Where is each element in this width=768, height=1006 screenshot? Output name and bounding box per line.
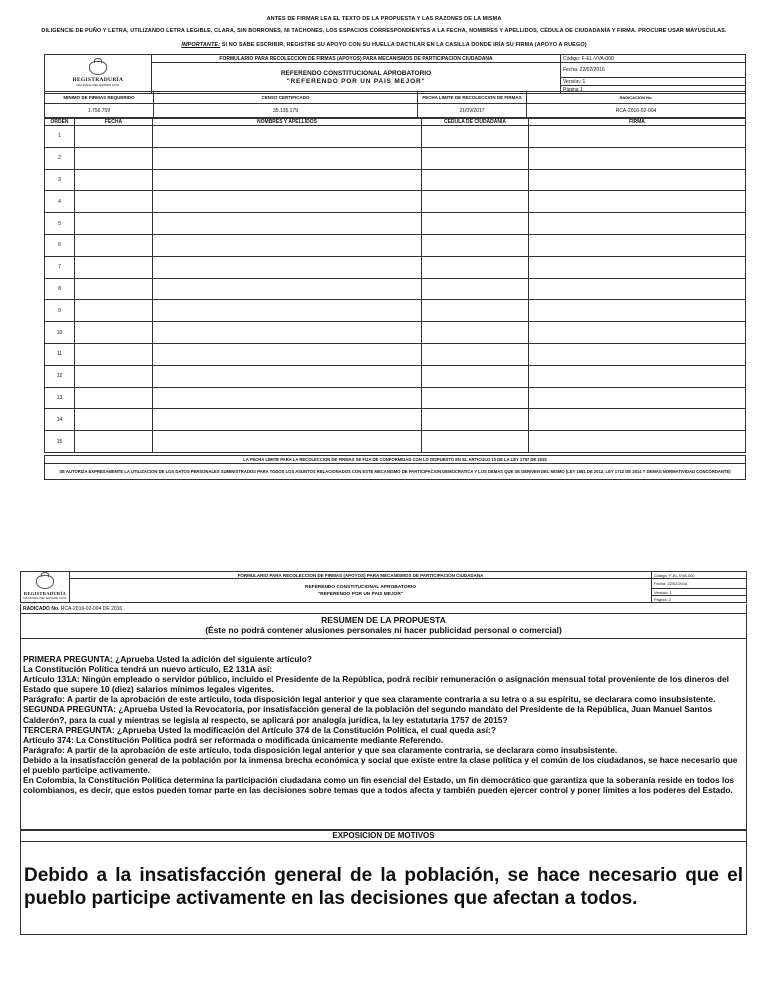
radicado-row: [20, 604, 747, 614]
resumen-paragraph: PRIMERA PREGUNTA: ¿Aprueba Usted la adición del siguiente artículo?: [23, 654, 312, 664]
exposicion-section: [20, 830, 747, 935]
cell-firma[interactable]: [529, 191, 746, 213]
cell-cedula[interactable]: [422, 169, 529, 191]
cell-nombres[interactable]: [153, 169, 422, 191]
important-text: SI NO SABE ESCRIBIR, REGISTRE SU APOYO CON SU HUELLA DACTILAR EN LA CASILLA DONDE IRÍA SU FIRMA (APOYO A RUEGO): [221, 42, 587, 48]
form-pagina: Página 1: [561, 86, 746, 94]
cell-cedula[interactable]: [422, 409, 529, 431]
coat-of-arms-icon: [89, 61, 107, 75]
cell-cedula[interactable]: [422, 278, 529, 300]
form2-referendo-subtitle: "REFERENDO POR UN PAIS MEJOR": [317, 591, 404, 597]
col-header-firma: FIRMA: [529, 119, 746, 126]
form-header-page-2: [20, 571, 747, 603]
logo-sub: NACIONAL DEL ESTADO CIVIL: [76, 83, 120, 87]
resumen-paragraph: Artículo 374: La Constitución Política podrá ser reformada o modificada únicamente mediante Referendo.: [23, 734, 444, 745]
cell-fecha[interactable]: [75, 234, 153, 256]
cell-nombres[interactable]: [153, 365, 422, 387]
cell-nombres[interactable]: [153, 431, 422, 453]
cell-fecha[interactable]: [75, 387, 153, 409]
resumen-paragraph: SEGUNDA PREGUNTA: ¿Aprueba Usted la Revocatoria, por insatisfacción general de la población del segundo mandato del Presidente de la República, Juan Manuel Santos Calderón?, para la cual y mientras se legisla al respecto, se aplicará por analogía jurídica, la ley estatutaria 1757 de 2015?: [23, 704, 713, 725]
signature-row: [45, 191, 746, 213]
form2-codigo: Código: F-EL-VVA-000: [652, 572, 747, 579]
cell-cedula[interactable]: [422, 343, 529, 365]
cell-firma[interactable]: [529, 126, 746, 148]
cell-firma[interactable]: [529, 147, 746, 169]
resumen-paragraph: TERCERA PREGUNTA: ¿Aprueba Usted la modificación del Artículo 374 de la Constitución Política, el cual queda así:?: [23, 724, 496, 735]
cell-nombres[interactable]: [153, 322, 422, 344]
cell-fecha[interactable]: [75, 278, 153, 300]
cell-cedula[interactable]: [422, 256, 529, 278]
resumen-paragraph: Parágrafo: A partir de la aprobación de este artículo, toda disposición legal anterior y que sea claramente contraria a su letra o a su espíritu, se declarara como insubsistente.: [23, 694, 716, 705]
cell-nombres[interactable]: [153, 234, 422, 256]
exposicion-text: Debido a la insatisfacción general de la población, se hace necesario que el pueblo participe activamente en las decisiones que afectan a todos.: [24, 865, 743, 909]
cell-cedula[interactable]: [422, 365, 529, 387]
cell-fecha[interactable]: [75, 126, 153, 148]
resumen-title: RESUMEN DE LA PROPUESTA: [321, 615, 446, 625]
cell-orden: 14: [45, 409, 75, 431]
cell-fecha[interactable]: [75, 365, 153, 387]
form-codigo: Código: F-EL-VVA-000: [561, 55, 746, 63]
form-header-title: FORMULARIO PARA RECOLECCION DE FIRMAS (APOYOS) PARA MECANISMOS DE PARTICIPACION CIUDADANA: [152, 55, 561, 63]
cell-orden: 10: [45, 322, 75, 344]
cell-orden: 13: [45, 387, 75, 409]
form2-referendo-title: REFERENDO CONSTITUCIONAL APROBATORIO: [305, 584, 416, 590]
signature-row: [45, 147, 746, 169]
resumen-paragraph: Artículo 131A: Ningún empleado o servidor público, incluido el Presidente de la República, podrá recibir remuneración o asignación mensual total proveniente de los dineros del Estado que supere 10 (diez) salarios mínimos legales vigentes.: [23, 674, 729, 695]
cell-firma[interactable]: [529, 431, 746, 453]
cell-nombres[interactable]: [153, 343, 422, 365]
cell-cedula[interactable]: [422, 147, 529, 169]
cell-firma[interactable]: [529, 365, 746, 387]
cell-nombres[interactable]: [153, 256, 422, 278]
cell-firma[interactable]: [529, 387, 746, 409]
cell-nombres[interactable]: [153, 191, 422, 213]
logo-cell-2: [21, 572, 70, 603]
signature-row: [45, 343, 746, 365]
signature-row: [45, 256, 746, 278]
fecha-limite-value: 21/09/2017: [418, 104, 527, 118]
resumen-section: [20, 614, 747, 830]
cell-orden: 1: [45, 126, 75, 148]
fecha-limite-label: FECHA LIMITE DE RECOLECCION DE FIRMAS: [418, 92, 527, 104]
form2-header-title: FORMULARIO PARA RECOLECCION DE FIRMAS (APOYOS) PARA MECANISMOS DE PARTICIPACION CIUDADANA: [70, 572, 652, 579]
signature-row: [45, 409, 746, 431]
col-header-nombres: NOMBRES Y APELLIDOS: [153, 119, 422, 126]
footer-line-2: SE AUTORIZA EXPRESAMENTE LA UTILIZACION DE LOS DATOS PERSONALES SUMINISTRADOS PARA TODOS LOS ASUNTOS RELACIONADOS CON ESTE MECANISMO DE PARTICIPACION DEMOCRATICA Y LOS DEMAS QUE SE DERIVEN DEL MISMO (LEY 1581 DE 2012, LEY 1712 DE 2014 Y DEMAS NORMATIVIDAD CONCORDANTE): [45, 464, 746, 480]
resumen-paragraph: Debido a la insatisfacción general de la población por la inmensa brecha económica y social que existe entre la clase política y el común de los ciudadanos, se hace necesario que el pueblo participe activamente.: [23, 754, 738, 776]
cell-nombres[interactable]: [153, 278, 422, 300]
cell-orden: 3: [45, 169, 75, 191]
cell-cedula[interactable]: [422, 300, 529, 322]
logo-sub-2: NACIONAL DEL ESTADO CIVIL: [23, 595, 67, 600]
logo-name: REGISTRADURÍA: [72, 77, 124, 83]
signature-grid: [44, 118, 746, 453]
min-firmas-value: 1.756.759: [45, 104, 154, 118]
censo-value: 35.135.179: [154, 104, 418, 118]
col-header-orden: ORDEN: [45, 119, 75, 126]
instruction-line-2: DILIGENCIE DE PUÑO Y LETRA, UTILIZANDO LETRA LEGIBLE, CLARA, SIN BORRONES, NI TACHONES, LOS ESPACIOS CORRESPONDIENTES A LA FECHA, NOMBRES Y APELLIDOS, CÉDULA DE CIUDADANÍA Y FIRMA. PROCURE USAR MAYUSCULAS.: [41, 28, 727, 34]
cell-fecha[interactable]: [75, 213, 153, 235]
resumen-paragraph: Parágrafo: A partir de la aprobación de este artículo, toda disposición legal anterior y que sea claramente contraria, se declarara como insubsistente.: [23, 744, 618, 755]
censo-label: CENSO CERTIFICADO: [154, 92, 418, 104]
signature-row: [45, 387, 746, 409]
cell-cedula[interactable]: [422, 387, 529, 409]
instruction-line-1: ANTES DE FIRMAR LEA EL TEXTO DE LA PROPUESTA Y LAS RAZONES DE LA MISMA: [266, 16, 502, 22]
cell-firma[interactable]: [529, 234, 746, 256]
cell-nombres[interactable]: [153, 126, 422, 148]
cell-cedula[interactable]: [422, 213, 529, 235]
cell-orden: 12: [45, 365, 75, 387]
cell-orden: 4: [45, 191, 75, 213]
cell-firma[interactable]: [529, 322, 746, 344]
referendo-subtitle: "REFERENDO POR UN PAIS MEJOR": [286, 78, 426, 85]
signature-row: [45, 126, 746, 148]
form2-referendo-cell: [70, 579, 652, 603]
signature-row: [45, 213, 746, 235]
cell-fecha[interactable]: [75, 300, 153, 322]
cell-nombres[interactable]: [153, 387, 422, 409]
form-version: Versión: 1: [561, 78, 746, 86]
exposicion-title: EXPOSICION DE MOTIVOS: [21, 831, 746, 842]
radicado-label: RADICADO No.: [23, 606, 60, 612]
cell-cedula[interactable]: [422, 322, 529, 344]
radicacion-label: RADICACION No.: [527, 92, 746, 104]
signature-row: [45, 431, 746, 453]
resumen-divider: [21, 638, 746, 639]
min-firmas-label: MINIMO DE FIRMAS REQUERIDO: [45, 92, 154, 104]
resumen-body: [23, 654, 744, 795]
signature-row: [45, 278, 746, 300]
col-header-cedula: CEDULA DE CIUDADANIA: [422, 119, 529, 126]
cell-fecha[interactable]: [75, 169, 153, 191]
cell-nombres[interactable]: [153, 213, 422, 235]
cell-orden: 5: [45, 213, 75, 235]
form2-fecha: Fecha: 22/02/2016: [652, 579, 747, 589]
signature-row: [45, 300, 746, 322]
cell-nombres[interactable]: [153, 147, 422, 169]
instruction-line-3: [0, 42, 768, 48]
cell-firma[interactable]: [529, 300, 746, 322]
form-fecha: Fecha: 22/02/2016: [561, 63, 746, 78]
cell-orden: 6: [45, 234, 75, 256]
cell-nombres[interactable]: [153, 409, 422, 431]
cell-fecha[interactable]: [75, 147, 153, 169]
radicado-value: RCA-2016-02-004 DE 2016: [60, 606, 123, 612]
resumen-paragraph: En Colombia, la Constitución Política determina la participación ciudadana como un fin esencial del Estado, un fin democrático que garantiza que la soberanía reside en todos los colombianos, es decir, que estos pueden tomar parte en las decisiones sobre temas que a todos afecta y también pueden ejercer control y poner límites a los poderes del Estado.: [23, 775, 735, 796]
col-header-fecha: FECHA: [75, 119, 153, 126]
cell-fecha[interactable]: [75, 191, 153, 213]
cell-firma[interactable]: [529, 343, 746, 365]
signature-rows: [45, 126, 746, 453]
signature-row: [45, 234, 746, 256]
form2-version: Versión: 1: [652, 589, 747, 596]
signature-row: [45, 365, 746, 387]
cell-firma[interactable]: [529, 409, 746, 431]
cell-orden: 7: [45, 256, 75, 278]
form-info-table: [44, 91, 746, 118]
form-header-page-1: [44, 54, 746, 94]
important-label: IMPORTANTE:: [181, 42, 221, 48]
cell-firma[interactable]: [529, 278, 746, 300]
cell-orden: 9: [45, 300, 75, 322]
form2-pagina: Página: 2: [652, 596, 747, 603]
logo-cell: [45, 55, 152, 94]
referendo-title: REFERENDO CONSTITUCIONAL APROBATORIO: [280, 70, 432, 77]
logo-name-2: REGISTRADURÍA: [23, 590, 67, 596]
cell-firma[interactable]: [529, 213, 746, 235]
cell-firma[interactable]: [529, 169, 746, 191]
resumen-subtitle: (Éste no podrá contener alusiones personales ni hacer publicidad personal o comercial): [205, 625, 562, 635]
cell-orden: 15: [45, 431, 75, 453]
footer-line-1: LA FECHA LIMITE PARA LA RECOLECCION DE FIRMAS SE FIJA DE CONFORMIDAD CON LO DISPUESTO EN EL ARTICULO 10 DE LA LEY 1757 DE 2015: [45, 456, 746, 464]
cell-cedula[interactable]: [422, 126, 529, 148]
cell-cedula[interactable]: [422, 191, 529, 213]
cell-orden: 11: [45, 343, 75, 365]
cell-fecha[interactable]: [75, 431, 153, 453]
footer-legal: [44, 455, 746, 480]
cell-orden: 8: [45, 278, 75, 300]
cell-fecha[interactable]: [75, 343, 153, 365]
cell-cedula[interactable]: [422, 431, 529, 453]
referendo-title-cell: [152, 63, 561, 94]
cell-cedula[interactable]: [422, 234, 529, 256]
cell-orden: 2: [45, 147, 75, 169]
cell-firma[interactable]: [529, 256, 746, 278]
signature-row: [45, 322, 746, 344]
cell-fecha[interactable]: [75, 256, 153, 278]
radicacion-value: RCA-2016-02-004: [527, 104, 746, 118]
resumen-paragraph: La Constitución Política tendrá un nuevo artículo, E2 131A así:: [23, 664, 273, 675]
cell-fecha[interactable]: [75, 322, 153, 344]
coat-of-arms-icon: [36, 575, 54, 589]
cell-fecha[interactable]: [75, 409, 153, 431]
cell-nombres[interactable]: [153, 300, 422, 322]
signature-row: [45, 169, 746, 191]
